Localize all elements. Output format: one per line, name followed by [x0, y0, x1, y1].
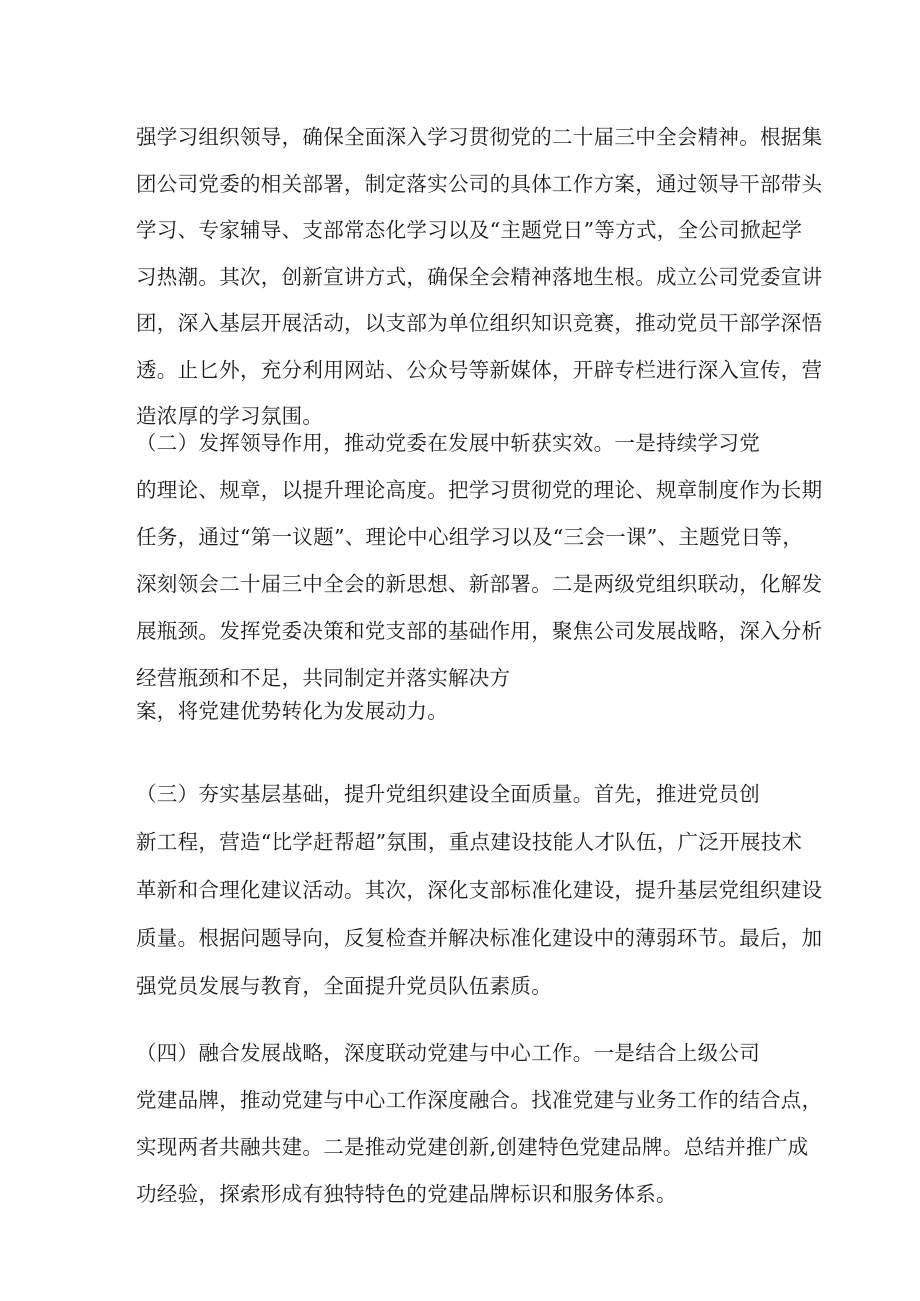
paragraph-line: 实现两者共融共建。二是推动党建创新,创建特色党建品牌。总结并推广成 — [136, 1135, 809, 1159]
paragraph-development-strategy — [136, 1030, 823, 1218]
paragraph-line: 展瓶颈。发挥党委决策和党支部的基础作用，聚焦公司发展战略，深入分析 — [136, 619, 823, 643]
paragraph-line: 党建品牌，推动党建与中心工作深度融合。找准党建与业务工作的结合点， — [136, 1088, 823, 1112]
paragraph-line: 任务，通过“第一议题”、理论中心组学习以及“三会一课”、主题党日等， — [136, 525, 804, 549]
paragraph-line: 经营瓶颈和不足，共同制定并落实解决方 — [136, 666, 511, 690]
paragraph-line: 革新和合理化建议活动。其次，深化支部标准化建设，提升基层党组织建设 — [136, 878, 823, 902]
paragraph-leadership-role — [136, 420, 823, 735]
paragraph-line: 强学习组织领导，确保全面深入学习贯彻党的二十届三中全会精神。根据集 — [136, 125, 823, 149]
paragraph-grassroots-foundation — [136, 770, 823, 1010]
paragraph-line: 深刻领会二十届三中全会的新思想、新部署。二是两级党组织联动，化解发 — [136, 572, 823, 596]
paragraph-line: 案，将党建优势转化为发展动力。 — [136, 699, 448, 723]
paragraph-line: 造浓厚的学习氛围。 — [136, 404, 324, 428]
paragraph-study-leadership — [136, 114, 823, 440]
paragraph-line: （三）夯实基层基础，提升党组织建设全面质量。首先，推进党员创 — [136, 782, 760, 806]
paragraph-line: 透。止匕外，充分利用网站、公众号等新媒体，开辟专栏进行深入宣传，营 — [136, 357, 823, 382]
paragraph-line: 质量。根据问题导向，反复检查并解决标准化建设中的薄弱环节。最后，加 — [136, 926, 823, 950]
paragraph-line: 习热潮。其次，创新宣讲方式，确保全会精神落地生根。成立公司党委宣讲 — [136, 264, 823, 289]
paragraph-line: 功经验，探索形成有独特特色的党建品牌标识和服务体系。 — [136, 1182, 677, 1206]
paragraph-line: 团公司党委的相关部署，制定落实公司的具体工作方案，通过领导干部带头 — [136, 171, 823, 196]
paragraph-line: （二）发挥领导作用，推动党委在发展中斩获实效。一是持续学习党 — [136, 431, 760, 455]
paragraph-line: 的理论、规章，以提升理论高度。把学习贯彻党的理论、规章制度作为长期 — [136, 478, 823, 502]
paragraph-line: 新工程，营造“比学赶帮超”氛围，重点建设技能人才队伍，广泛开展技术 — [136, 830, 803, 854]
paragraph-line: 团，深入基层开展活动，以支部为单位组织知识竞赛，推动党员干部学深悟 — [136, 311, 823, 335]
paragraph-line: 强党员发展与教育，全面提升党员队伍素质。 — [136, 974, 552, 998]
paragraph-line: 学习、专家辅导、支部常态化学习以及“主题党日”等方式，全公司掀起学 — [136, 218, 803, 242]
paragraph-line: （四）融合发展战略，深度联动党建与中心工作。一是结合上级公司 — [136, 1041, 760, 1065]
